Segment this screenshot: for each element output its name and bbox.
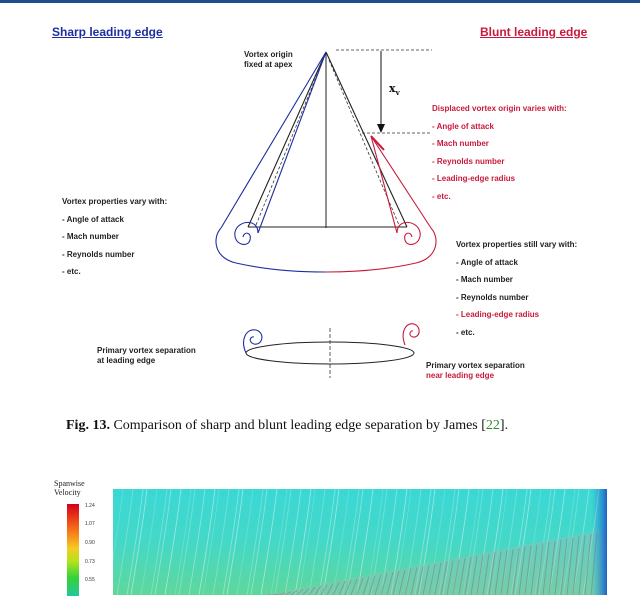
blunt-vortex-sheet — [371, 136, 431, 233]
sharp-edge-heading: Sharp leading edge — [52, 25, 163, 39]
displaced-origin-list: Displaced vortex origin varies with: - Angle of attack - Mach number - Reynolds number - Leading-edge radius - etc. — [432, 104, 567, 201]
blunt-edge-heading: Blunt leading edge — [480, 25, 588, 39]
spanwise-velocity-contour — [113, 489, 607, 595]
blunt-separation-label: Primary vortex separation near leading edge — [426, 361, 525, 380]
sharp-vortex-sheet — [221, 52, 326, 233]
legend-title: Spanwise Velocity — [54, 479, 85, 497]
sharp-vortex-curl — [216, 222, 326, 272]
blunt-vortex-curl — [326, 222, 436, 272]
scale-tick: 0.55 — [85, 577, 95, 583]
scale-tick: 1.07 — [85, 521, 95, 527]
sharp-separation-label: Primary vortex separation at leading edge — [97, 346, 196, 365]
sharp-section-curl — [244, 330, 262, 353]
sharp-properties-list: Vortex properties vary with: - Angle of attack - Mach number - Reynolds number - etc. — [62, 197, 168, 276]
scale-tick: 0.90 — [85, 540, 95, 546]
wing-right-edge — [326, 52, 407, 227]
scale-tick: 0.73 — [85, 559, 95, 565]
color-scale-bar — [67, 504, 79, 596]
caption-reference-link[interactable]: 22 — [485, 418, 500, 433]
apex-label: Vortex origin fixed at apex — [244, 50, 293, 69]
figure-caption: Fig. 13. Comparison of sharp and blunt leading edge separation by James [22]. — [66, 418, 509, 433]
scale-tick: 1.24 — [85, 503, 95, 509]
blunt-section-curl — [403, 324, 419, 345]
blunt-properties-list: Vortex properties still vary with: - Angle of attack - Mach number - Reynolds number - Leading-edge radius - etc. — [456, 240, 578, 337]
wing-left-edge — [248, 52, 326, 227]
displacement-label: $x_v$ — [389, 82, 400, 98]
